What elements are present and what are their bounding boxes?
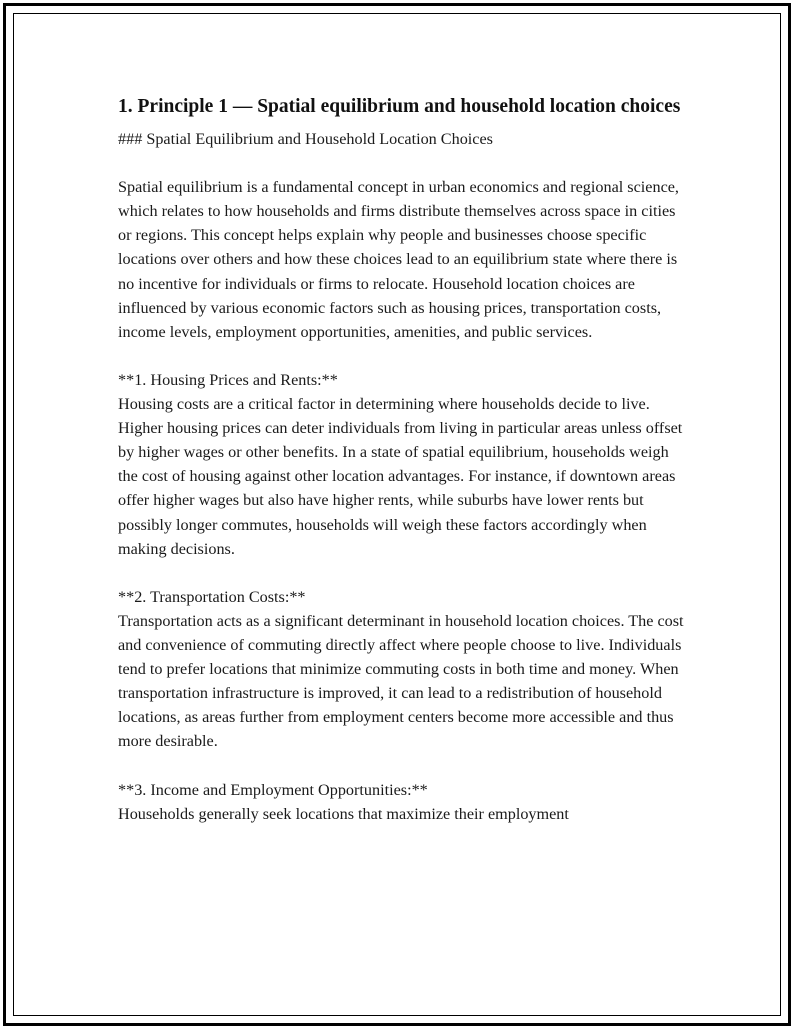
section-heading-housing: **1. Housing Prices and Rents:** [118, 370, 338, 389]
section-heading-income: **3. Income and Employment Opportunities:** [118, 780, 428, 799]
document-body [118, 93, 688, 850]
markdown-subheading [118, 127, 688, 151]
section-body-transportation: Transportation acts as a significant determinant in household location choices. The cost and convenience of commuting directly affect where people choose to live. Individuals tend to prefer locations that minimize commuting costs in both time and money. When transportation infrastructure is improved, it can lead to a redistribution of household locations, as areas further from employment centers become more accessible and thus more desirable. [118, 611, 684, 751]
section-income [118, 778, 688, 826]
section-transportation [118, 585, 688, 754]
section-housing [118, 368, 688, 561]
section-body-housing: Housing costs are a critical factor in determining where households decide to live. Higher housing prices can deter individuals from living in particular areas unless offset by higher wages or other benefits. In a state of spatial equilibrium, households weigh the cost of housing against other location advantages. For instance, if downtown areas offer higher wages but also have higher rents, while suburbs have lower rents but possibly longer commutes, households will weigh these factors accordingly when making decisions. [118, 395, 683, 558]
document-title: 1. Principle 1 — Spatial equilibrium and household location choices [118, 96, 681, 117]
section-heading-transportation: **2. Transportation Costs:** [118, 587, 306, 606]
intro-paragraph: Spatial equilibrium is a fundamental concept in urban economics and regional science, which relates to how households and firms distribute themselves across space in cities or regions. This concept helps explain why people and businesses choose specific locations over others and how these choices lead to an equilibrium state where there is no incentive for individuals or firms to relocate. Household location choices are influenced by various economic factors such as housing prices, transportation costs, income levels, employment opportunities, amenities, and public services. [118, 178, 679, 341]
section-body-income: Households generally seek locations that maximize their employment [118, 804, 569, 823]
subheading-text: ### Spatial Equilibrium and Household Location Choices [118, 130, 493, 148]
